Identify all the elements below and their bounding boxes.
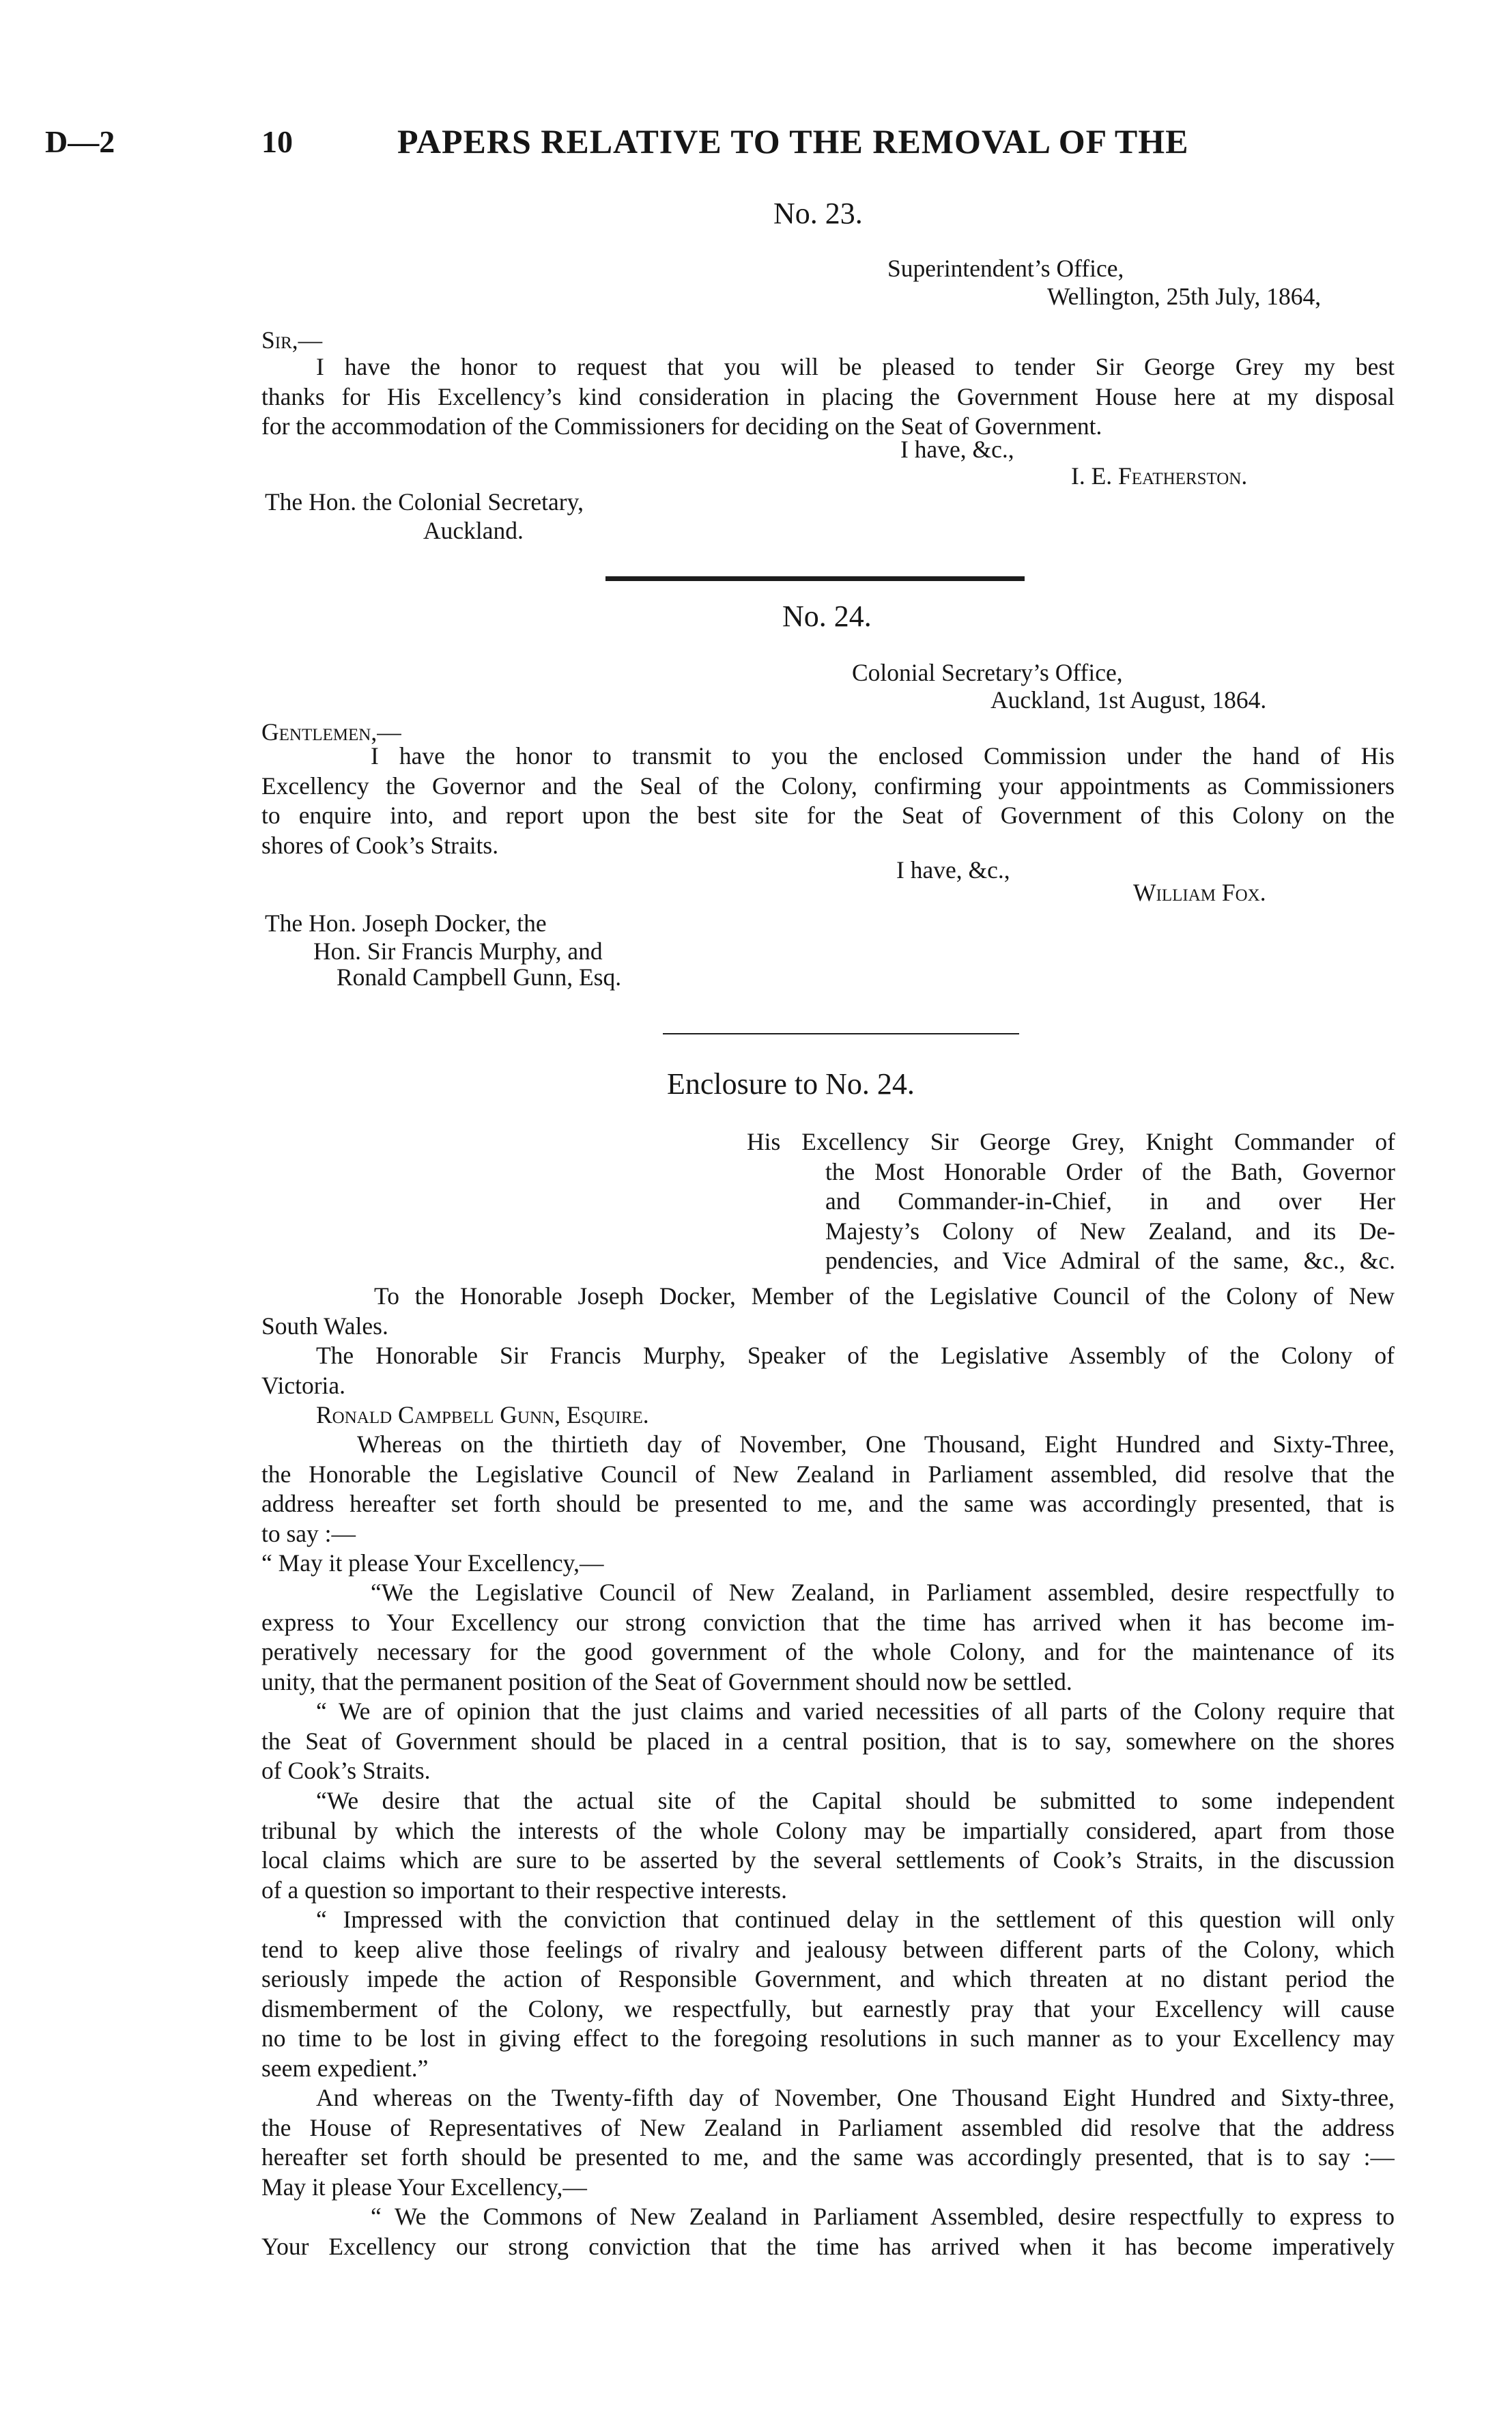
whereas-paragraph — [261, 1430, 1395, 1579]
body-line: May it please Your Excellency,— — [261, 2173, 587, 2201]
body-line: I have the honor to request that you will be pleased to tender Sir George Grey my best — [316, 353, 1395, 380]
letter-23-recipient-line: The Hon. the Colonial Secretary, — [265, 488, 584, 516]
letter-24-recipient-line: Ronald Campbell Gunn, Esq. — [337, 963, 622, 991]
body-line: hereafter set forth should be presented to me, and the same was accordingly presented, that is to say :— — [261, 2143, 1395, 2171]
council-address-paragraph-2 — [261, 1697, 1395, 1786]
governor-style-block — [747, 1127, 1395, 1276]
letter-23-salutation: Sir,— — [261, 326, 323, 354]
body-line: local claims which are sure to be asserted by the several settlements of Cook’s Straits, in the discussion — [261, 1846, 1395, 1874]
letter-23-address-line: Wellington, 25th July, 1864, — [1047, 283, 1322, 310]
body-line: peratively necessary for the good government of the whole Colony, and for the maintenance of its — [261, 1638, 1395, 1665]
body-line: the Seat of Government should be placed in a central position, that is to say, somewhere on the shores — [261, 1727, 1395, 1755]
letter-24-body — [261, 742, 1395, 860]
style-line: His Excellency Sir George Grey, Knight Commander of — [747, 1128, 1395, 1155]
letter-23-signature: I. E. Featherston. — [1071, 462, 1248, 490]
body-line: for the accommodation of the Commissioners for deciding on the Seat of Government. — [261, 412, 1102, 440]
body-line: address hereafter set forth should be presented to me, and the same was accordingly presented, that is — [261, 1490, 1395, 1517]
letter-24-signature: William Fox. — [1133, 879, 1266, 906]
body-line: Whereas on the thirtieth day of November, One Thousand, Eight Hundred and Sixty-Three, — [357, 1430, 1395, 1458]
body-line: tribunal by which the interests of the whole Colony may be impartially considered, apart from those — [261, 1816, 1395, 1844]
body-line: Excellency the Governor and the Seal of the Colony, confirming your appointments as Commissioners — [261, 772, 1395, 800]
body-line: And whereas on the Twenty-fifth day of November, One Thousand Eight Hundred and Sixty-three, — [316, 2084, 1395, 2111]
body-line: the House of Representatives of New Zealand in Parliament assembled did resolve that the address — [261, 2113, 1395, 2141]
style-line: pendencies, and Vice Admiral of the same, &c., &c. — [825, 1247, 1395, 1274]
addressee-line: South Wales. — [261, 1312, 388, 1340]
letter-24-recipient-line: Hon. Sir Francis Murphy, and — [313, 937, 603, 965]
body-line: no time to be lost in giving effect to the foregoing resolutions in such manner as to your Excellency may — [261, 2025, 1395, 2052]
letter-24-address-line: Auckland, 1st August, 1864. — [990, 686, 1267, 714]
body-line: shores of Cook’s Straits. — [261, 831, 499, 859]
body-line: Your Excellency our strong conviction that the time has arrived when it has become imperatively — [261, 2232, 1395, 2260]
style-line: the Most Honorable Order of the Bath, Governor — [825, 1157, 1395, 1185]
letter-24-closing: I have, &c., — [896, 856, 1010, 884]
body-line: “ Impressed with the conviction that continued delay in the settlement of this question will only — [316, 1906, 1395, 1933]
letter-24-recipient-line: The Hon. Joseph Docker, the — [265, 909, 547, 937]
letter-23-heading: No. 23. — [773, 197, 863, 230]
body-line: “We desire that the actual site of the Capital should be submitted to some independent — [316, 1787, 1395, 1814]
letter-24-heading: No. 24. — [782, 600, 872, 633]
commons-address-paragraph — [261, 2202, 1395, 2261]
body-line: I have the honor to transmit to you the enclosed Commission under the hand of His — [371, 742, 1395, 770]
enclosure-addressees — [261, 1282, 1395, 1430]
letter-23-closing: I have, &c., — [900, 436, 1014, 463]
letter-23-recipient-line: Auckland. — [423, 517, 524, 544]
body-line: tend to keep alive those feelings of rivalry and jealousy between different parts of the Colony, which — [261, 1935, 1395, 1963]
letter-23-address-line: Superintendent’s Office, — [887, 255, 1124, 282]
body-line: thanks for His Excellency’s kind consideration in placing the Government House here at my disposal — [261, 382, 1395, 410]
and-whereas-paragraph — [261, 2083, 1395, 2202]
addressee-line: The Honorable Sir Francis Murphy, Speaker of the Legislative Assembly of the Colony of — [316, 1342, 1395, 1369]
body-line: of Cook’s Straits. — [261, 1757, 431, 1784]
letter-24-address-line: Colonial Secretary’s Office, — [852, 659, 1123, 686]
section-divider-thick — [605, 576, 1025, 581]
body-line: to enquire into, and report upon the best site for the Seat of Government of this Colony on the — [261, 802, 1395, 829]
council-address-paragraph-4 — [261, 1905, 1395, 2083]
style-line: Majesty’s Colony of New Zealand, and its De- — [825, 1217, 1395, 1245]
letter-23-body — [261, 352, 1395, 442]
body-line: “ We the Commons of New Zealand in Parliament Assembled, desire respectfully to express to — [371, 2203, 1395, 2230]
addressee-line: To the Honorable Joseph Docker, Member of the Legislative Council of the Colony of New — [374, 1282, 1395, 1310]
body-line: of a question so important to their respective interests. — [261, 1876, 787, 1904]
addressee-line: Victoria. — [261, 1371, 346, 1399]
body-line: “We the Legislative Council of New Zealand, in Parliament assembled, desire respectfully to — [371, 1579, 1395, 1606]
addressee-line: Ronald Campbell Gunn, Esquire. — [316, 1401, 649, 1428]
body-line: the Honorable the Legislative Council of New Zealand in Parliament assembled, did resolve that the — [261, 1460, 1395, 1488]
body-line: “ We are of opinion that the just claims and varied necessities of all parts of the Colony require that — [316, 1697, 1395, 1725]
council-address-paragraph-1 — [261, 1578, 1395, 1697]
body-line: seriously impede the action of Responsible Government, and which threaten at no distant period the — [261, 1965, 1395, 1992]
style-line: and Commander-in-Chief, in and over Her — [825, 1187, 1395, 1215]
body-line: express to Your Excellency our strong conviction that the time has arrived when it has become im- — [261, 1608, 1395, 1636]
body-line: dismemberment of the Colony, we respectfully, but earnestly pray that your Excellency will cause — [261, 1994, 1395, 2022]
enclosure-heading: Enclosure to No. 24. — [667, 1067, 915, 1101]
running-title: PAPERS RELATIVE TO THE REMOVAL OF THE — [397, 122, 1189, 160]
address-salutation: “ May it please Your Excellency,— — [261, 1549, 604, 1577]
body-line: seem expedient.” — [261, 2054, 429, 2082]
letter-24-salutation: Gentlemen,— — [261, 718, 401, 746]
page-number: 10 — [261, 124, 293, 159]
body-line: unity, that the permanent position of the Seat of Government should now be settled. — [261, 1667, 1072, 1695]
section-divider-thin — [663, 1033, 1019, 1034]
document-code: D—2 — [45, 124, 115, 159]
body-line: to say :— — [261, 1519, 356, 1547]
council-address-paragraph-3 — [261, 1786, 1395, 1905]
